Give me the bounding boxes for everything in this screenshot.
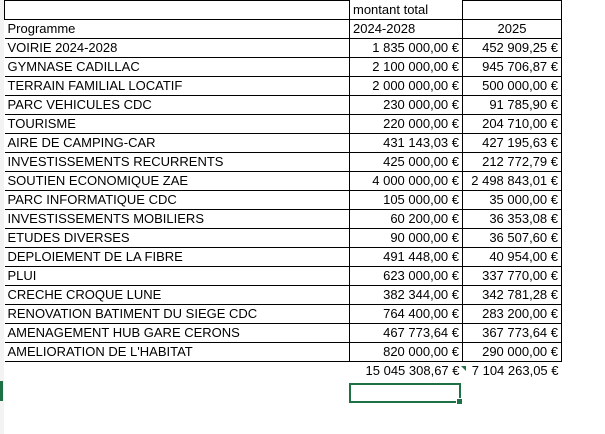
- programme-cell[interactable]: AMENAGEMENT HUB GARE CERONS: [5, 324, 350, 343]
- programme-cell[interactable]: VOIRIE 2024-2028: [5, 39, 350, 58]
- total-cell[interactable]: 60 200,00 €: [350, 210, 463, 229]
- year-2025-cell[interactable]: 337 770,00 €: [463, 267, 562, 286]
- budget-table: [4, 0, 562, 400]
- table-row: [5, 191, 562, 210]
- programme-cell[interactable]: INVESTISSEMENTS MOBILIERS: [5, 210, 350, 229]
- total-cell[interactable]: 2 000 000,00 €: [350, 77, 463, 96]
- year-2025-cell[interactable]: 35 000,00 €: [463, 191, 562, 210]
- header-total-line2[interactable]: 2024-2028: [350, 20, 463, 39]
- year-2025-cell[interactable]: 212 772,79 €: [463, 153, 562, 172]
- total-cell[interactable]: 425 000,00 €: [350, 153, 463, 172]
- fill-handle[interactable]: [456, 398, 463, 405]
- total-cell[interactable]: 764 400,00 €: [350, 305, 463, 324]
- year-2025-cell[interactable]: 945 706,87 €: [463, 58, 562, 77]
- programme-cell[interactable]: GYMNASE CADILLAC: [5, 58, 350, 77]
- programme-cell[interactable]: TOURISME: [5, 115, 350, 134]
- active-row-indicator: [0, 381, 3, 401]
- year-2025-cell[interactable]: 367 773,64 €: [463, 324, 562, 343]
- programme-cell[interactable]: PLUI: [5, 267, 350, 286]
- header-programme[interactable]: Programme: [5, 20, 350, 39]
- table-row: [5, 229, 562, 248]
- table-row: [5, 305, 562, 324]
- empty-cell[interactable]: [463, 381, 562, 400]
- table-row: [5, 39, 562, 58]
- year-2025-cell[interactable]: 342 781,28 €: [463, 286, 562, 305]
- year-2025-cell[interactable]: 427 195,63 €: [463, 134, 562, 153]
- table-row: [5, 153, 562, 172]
- programme-cell[interactable]: DEPLOIEMENT DE LA FIBRE: [5, 248, 350, 267]
- total-cell[interactable]: 623 000,00 €: [350, 267, 463, 286]
- programme-cell[interactable]: PARC VEHICULES CDC: [5, 96, 350, 115]
- year-2025-cell[interactable]: 283 200,00 €: [463, 305, 562, 324]
- total-cell[interactable]: 4 000 000,00 €: [350, 172, 463, 191]
- table-row: [5, 115, 562, 134]
- total-cell[interactable]: 2 100 000,00 €: [350, 58, 463, 77]
- table-row: [5, 172, 562, 191]
- total-cell[interactable]: 90 000,00 €: [350, 229, 463, 248]
- programme-cell[interactable]: PARC INFORMATIQUE CDC: [5, 191, 350, 210]
- table-row: [5, 248, 562, 267]
- programme-cell[interactable]: CRECHE CROQUE LUNE: [5, 286, 350, 305]
- total-cell[interactable]: 220 000,00 €: [350, 115, 463, 134]
- table-row: [5, 77, 562, 96]
- header-row-2: [5, 20, 562, 39]
- table-row: [5, 286, 562, 305]
- programme-cell[interactable]: AIRE DE CAMPING-CAR: [5, 134, 350, 153]
- table-row: [5, 210, 562, 229]
- year-2025-cell[interactable]: 500 000,00 €: [463, 77, 562, 96]
- year-2025-cell[interactable]: 91 785,90 €: [463, 96, 562, 115]
- total-cell[interactable]: 105 000,00 €: [350, 191, 463, 210]
- selected-cell-cursor[interactable]: [349, 383, 461, 403]
- total-cell[interactable]: 491 448,00 €: [350, 248, 463, 267]
- table-row: [5, 267, 562, 286]
- empty-row: [5, 381, 562, 400]
- total-cell[interactable]: 820 000,00 €: [350, 343, 463, 362]
- year-2025-cell[interactable]: 204 710,00 €: [463, 115, 562, 134]
- total-cell[interactable]: 431 143,03 €: [350, 134, 463, 153]
- total-cell[interactable]: 467 773,64 €: [350, 324, 463, 343]
- programme-cell[interactable]: AMELIORATION DE L'HABITAT: [5, 343, 350, 362]
- error-indicator-icon: [461, 366, 466, 371]
- programme-cell[interactable]: ETUDES DIVERSES: [5, 229, 350, 248]
- year-2025-cell[interactable]: 36 353,08 €: [463, 210, 562, 229]
- total-cell[interactable]: 382 344,00 €: [350, 286, 463, 305]
- grand-total-2025-cell[interactable]: 7 104 263,05 €: [471, 363, 559, 379]
- grand-total-cell[interactable]: 15 045 308,67 €: [365, 363, 460, 379]
- cell-c1[interactable]: [463, 1, 562, 20]
- table-row: [5, 134, 562, 153]
- year-2025-cell[interactable]: 2 498 843,01 €: [463, 172, 562, 191]
- header-row-1: [5, 1, 562, 20]
- empty-cell[interactable]: [5, 381, 350, 400]
- programme-cell[interactable]: RENOVATION BATIMENT DU SIEGE CDC: [5, 305, 350, 324]
- table-row: [5, 324, 562, 343]
- total-cell[interactable]: 1 835 000,00 €: [350, 39, 463, 58]
- totals-label-cell[interactable]: [5, 362, 350, 381]
- programme-cell[interactable]: TERRAIN FAMILIAL LOCATIF: [5, 77, 350, 96]
- year-2025-cell[interactable]: 290 000,00 €: [463, 343, 562, 362]
- table-row: [5, 343, 562, 362]
- year-2025-cell[interactable]: 40 954,00 €: [463, 248, 562, 267]
- table-row: [5, 58, 562, 77]
- programme-cell[interactable]: SOUTIEN ECONOMIQUE ZAE: [5, 172, 350, 191]
- totals-row: [5, 362, 562, 381]
- year-2025-cell[interactable]: 452 909,25 €: [463, 39, 562, 58]
- cell-a1[interactable]: [5, 1, 350, 20]
- year-2025-cell[interactable]: 36 507,60 €: [463, 229, 562, 248]
- programme-cell[interactable]: INVESTISSEMENTS RECURRENTS: [5, 153, 350, 172]
- total-cell[interactable]: 230 000,00 €: [350, 96, 463, 115]
- header-total-line1[interactable]: montant total: [350, 1, 463, 20]
- header-2025[interactable]: 2025: [463, 20, 562, 39]
- table-row: [5, 96, 562, 115]
